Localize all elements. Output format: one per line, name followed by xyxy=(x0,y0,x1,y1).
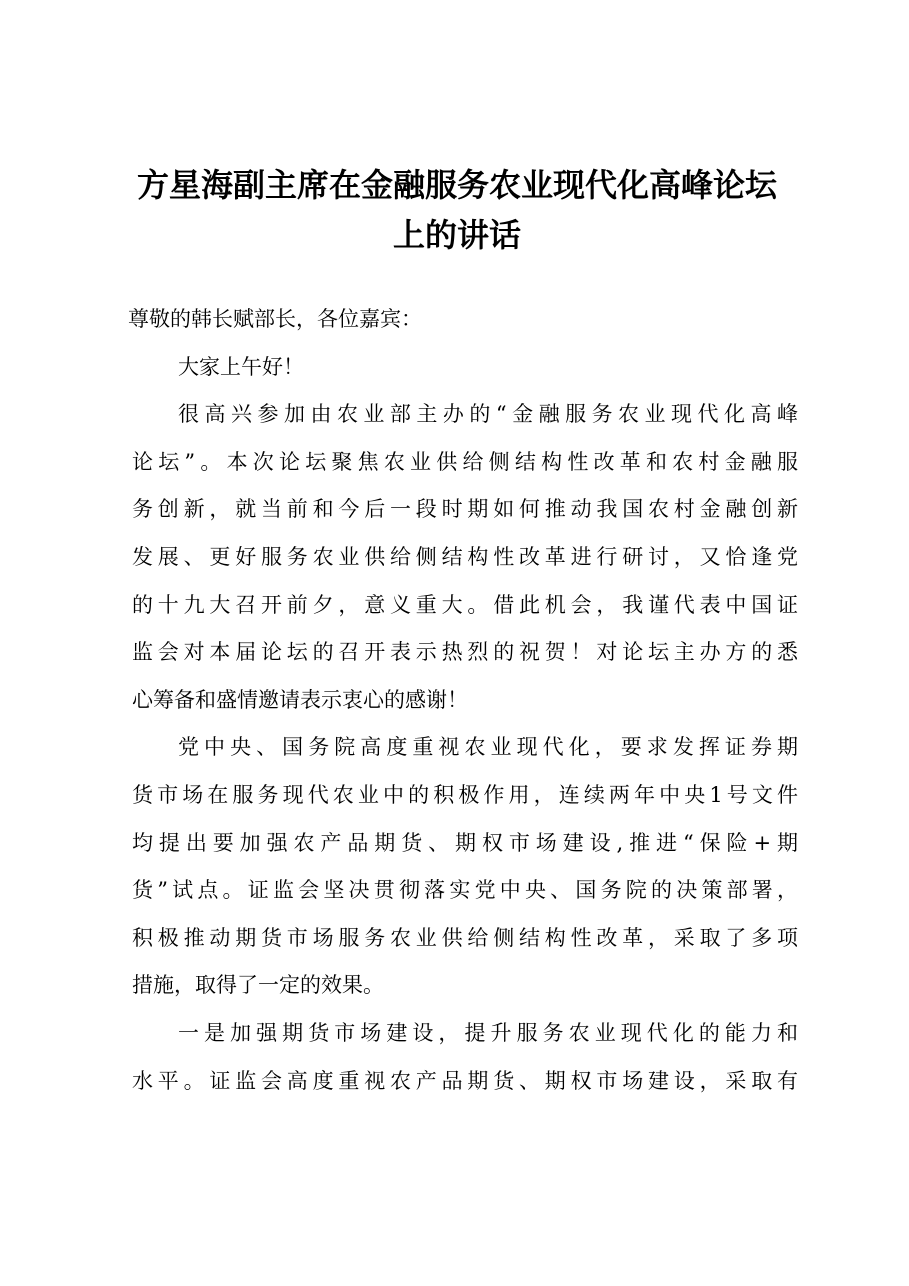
paragraph-1 xyxy=(132,391,798,724)
paragraph-line: 货市场在服务现代农业中的积极作用，连续两年中央1号文件 xyxy=(132,782,798,807)
salutation: 尊敬的韩长赋部长，各位嘉宾： xyxy=(128,307,422,331)
paragraph-line: 党中央、国务院高度重视农业现代化，要求发挥证券期 xyxy=(178,735,798,760)
paragraph-line: 措施，取得了一定的效果。 xyxy=(132,973,384,998)
greeting: 大家上午好！ xyxy=(178,354,304,379)
paragraph-line: 均提出要加强农产品期货、期权市场建设,推进“保险+期 xyxy=(132,830,798,855)
paragraph-line: 很高兴参加由农业部主办的“金融服务农业现代化高峰 xyxy=(178,402,798,427)
paragraph-line: 的十九大召开前夕，意义重大。借此机会，我谨代表中国证 xyxy=(132,592,798,617)
paragraph-line: 论坛”。本次论坛聚焦农业供给侧结构性改革和农村金融服 xyxy=(132,449,798,474)
paragraph-line: 心筹备和盛情邀请表示衷心的感谢！ xyxy=(132,687,468,712)
paragraph-2 xyxy=(132,724,798,1010)
document-body xyxy=(128,296,798,1105)
title-line-2: 上的讲话 xyxy=(392,216,521,254)
paragraph-line: 货”试点。证监会坚决贯彻落实党中央、国务院的决策部署， xyxy=(132,878,798,903)
paragraph-3 xyxy=(132,1010,798,1105)
paragraph-line: 发展、更好服务农业供给侧结构性改革进行研讨，又恰逢党 xyxy=(132,544,798,569)
paragraph-line: 监会对本届论坛的召开表示热烈的祝贺！对论坛主办方的悉 xyxy=(132,640,798,665)
title-line-1: 方星海副主席在金融服务农业现代化高峰论坛 xyxy=(136,166,777,204)
document-title xyxy=(112,160,802,260)
paragraph-line: 积极推动期货市场服务农业供给侧结构性改革，采取了多项 xyxy=(132,925,798,950)
paragraph-line: 务创新，就当前和今后一段时期如何推动我国农村金融创新 xyxy=(132,497,798,522)
paragraph-line: 水平。证监会高度重视农产品期货、期权市场建设，采取有 xyxy=(132,1068,798,1093)
paragraph-line: 一是加强期货市场建设，提升服务农业现代化的能力和 xyxy=(178,1020,798,1045)
